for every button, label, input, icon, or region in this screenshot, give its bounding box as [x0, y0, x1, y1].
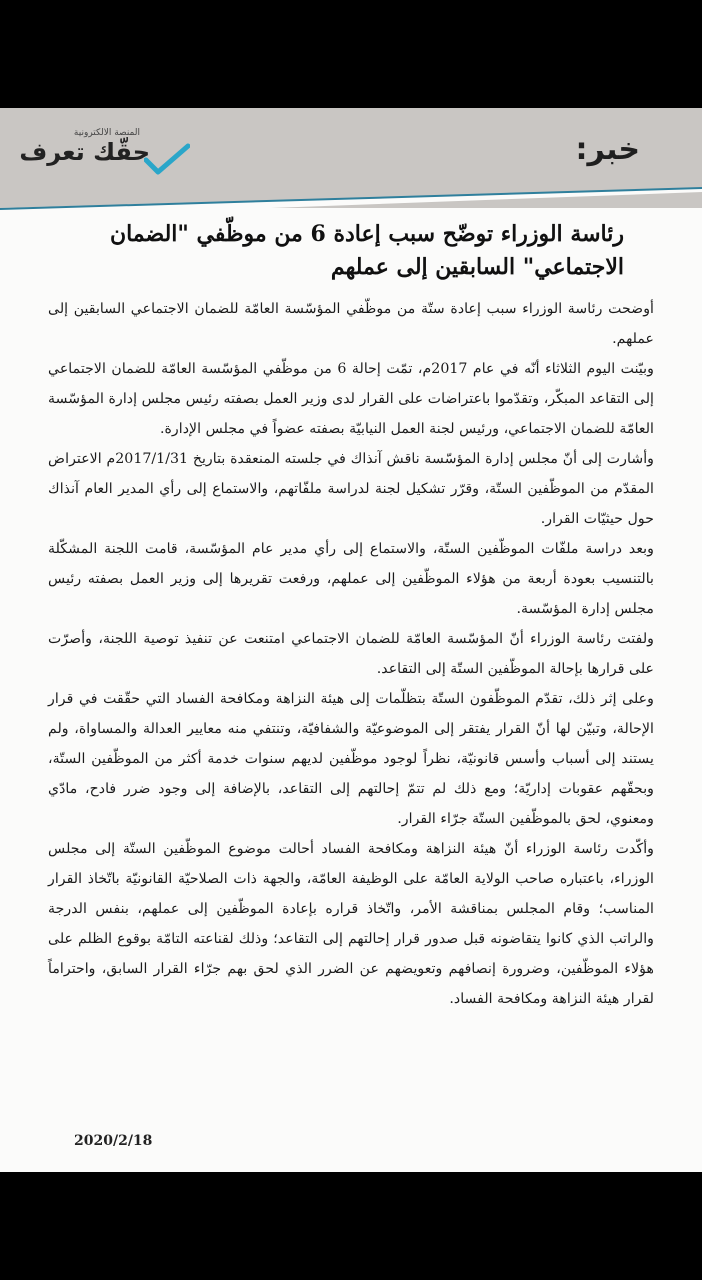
paragraph: ولفتت رئاسة الوزراء أنّ المؤسّسة العامّة للضمان الاجتماعي امتنعت عن تنفيذ توصية اللجنة، وأصرّت على قرارها بإحالة الموظّفين الستّة إلى التقاعد.	[48, 631, 654, 677]
checkmark-icon	[144, 142, 190, 178]
paragraph: وأكّدت رئاسة الوزراء أنّ هيئة النزاهة ومكافحة الفساد أحالت موضوع الموظّفين الستّة إلى مجلس الوزراء، باعتباره صاحب الولاية العامّة على الوظيفة العامّة، والجهة ذات الصلاحيّة القانونيّة باتّخاذ القرار المناسب؛ وقام المجلس بمناقشة الأمر، واتّخاذ قراره بإعادة الموظّفين إلى عملهم، بنفس الدرجة والراتب الذي كانوا يتقاضونه قبل صدور قرار إحالتهم إلى التقاعد؛ وذلك لقناعته التامّة بوقوع الظلم على هؤلاء الموظّفين، وضرورة إنصافهم وتعويضهم عن الضرر الذي لحق بهم جرّاء القرار السابق، واحتراماً لقرار هيئة النزاهة ومكافحة الفساد.	[48, 841, 654, 1007]
article-body	[48, 294, 654, 1014]
article-date: 2020/2/18	[74, 1133, 153, 1149]
news-document	[0, 108, 702, 1172]
logo-subtitle: المنصة الالكترونية	[73, 128, 140, 138]
news-label: خبر:	[575, 132, 640, 167]
paragraph: وعلى إثر ذلك، تقدّم الموظّفون الستّة بتظلّمات إلى هيئة النزاهة ومكافحة الفساد التي حقّقت في قرار الإحالة، وتبيّن لها أنّ القرار يفتقر إلى الموضوعيّة والشفافيّة، وتنتفي منه معايير العدالة والمساواة، ولم يستند إلى أسباب وأسس قانونيّة، نظراً لوجود موظّفين لديهم سنوات خدمة أكثر من الموظّفين الستّة، وبحقّهم عقوبات إداريّة؛ ومع ذلك لم تتمّ إحالتهم إلى التقاعد، بالإضافة إلى وجود ضرر فادح، مادّي ومعنوي، لحق بالموظّفين الستّة جرّاء القرار.	[48, 691, 654, 827]
paragraph: وأشارت إلى أنّ مجلس إدارة المؤسّسة ناقش آنذاك في جلسته المنعقدة بتاريخ 2017/1/31م الاعتراض المقدّم من الموظّفين الستّة، وقرّر تشكيل لجنة لدراسة ملفّاتهم، والاستماع إلى رأي المدير العام آنذاك حول حيثيّات القرار.	[48, 451, 654, 527]
paragraph: وبيّنت اليوم الثلاثاء أنّه في عام 2017م، تمّت إحالة 6 من موظّفي المؤسّسة العامّة للضمان الاجتماعي إلى التقاعد المبكّر، وتقدّموا باعتراضات على القرار لدى وزير العمل بصفته رئيس مجلس إدارة المؤسّسة العامّة للضمان الاجتماعي، ورئيس لجنة العمل النيابيّة بصفته عضواً في مجلس الإدارة.	[48, 361, 654, 437]
logo-name: حقّك تعرف	[19, 138, 150, 166]
paragraph: أوضحت رئاسة الوزراء سبب إعادة ستّة من موظّفي المؤسّسة العامّة للضمان الاجتماعي السابقين إلى عملهم.	[48, 301, 654, 347]
logo	[19, 128, 190, 188]
paragraph: وبعد دراسة ملفّات الموظّفين الستّة، والاستماع إلى رأي مدير عام المؤسّسة، قامت اللجنة المشكّلة بالتنسيب بعودة أربعة من هؤلاء الموظّفين إلى عملهم، ورفعت تقريرها إلى وزير العمل بصفته رئيس مجلس إدارة المؤسّسة.	[48, 541, 654, 617]
article-title: رئاسة الوزراء توضّح سبب إعادة 6 من موظّفي "الضمان الاجتماعي" السابقين إلى عملهم	[109, 221, 624, 280]
